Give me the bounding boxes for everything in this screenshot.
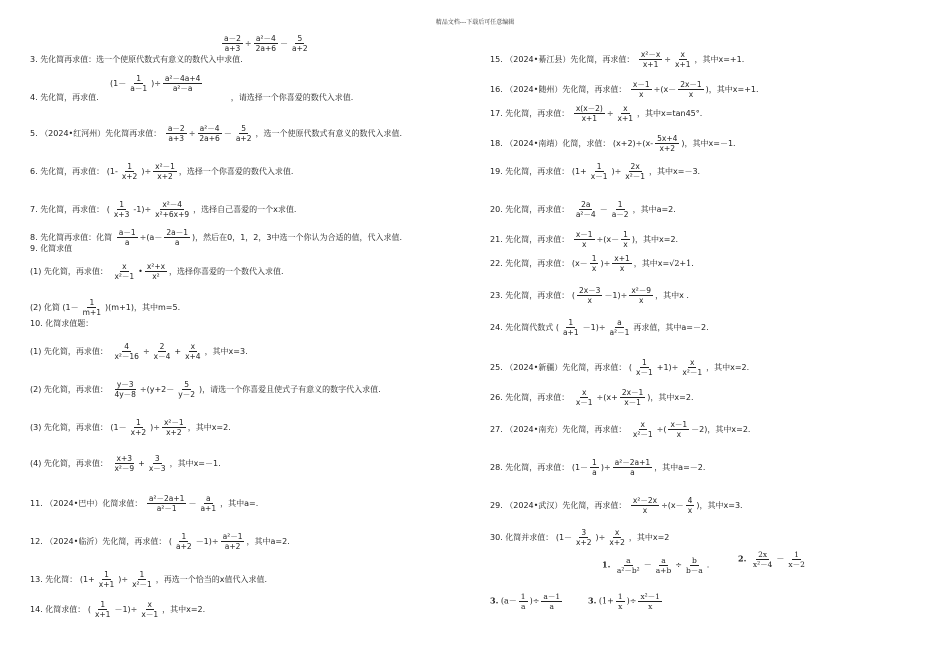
q20-text: 20. 先化简，再求值： $\frac{2a}{\text{a²－4}}$ － $\frac{1}{a-2}$ ，其中a=2.	[490, 200, 676, 219]
q26-text: 26. 先化简，再求值： $\frac{x}{x-1}$ ÷(x+ $\frac{2x-1}{x-1}$ )，其中x=2.	[490, 388, 694, 407]
q10-1-text: (1) 先化简，再求值： $\frac{4}{\text{x²－16}}$ ÷ $\frac{2}{x-4}$ + $\frac{x}{x+4}$ ，其中x=3.	[30, 342, 248, 361]
page-header: 精品文档---下载后可任意编辑	[435, 19, 515, 26]
q3-expression: $\frac{a-2}{a+3}$ ÷ $\frac{\text{a²－4}}{2a+6}$ － $\frac{5}{a+2}$	[224, 34, 308, 53]
q21-text: 21. 先化简，再求值： $\frac{x-1}{x}$ ÷(x－ $\frac{1}{x}$ )，其中x=2.	[490, 230, 679, 249]
q27-text: 27. （2024•南充）先化简，再求值： $\frac{x}{\text{x²－1}}$ ÷( $\frac{x-1}{x}$ －2)，其中x=2.	[490, 420, 751, 439]
q10-text: 10. 化简求值题：	[30, 319, 94, 328]
q10-3-text: (3) 先化简，再求值： (1－ $\frac{1}{x+2}$ )÷ $\frac{\text{x²－1}}{x+2}$ ，其中x=2.	[30, 418, 231, 437]
q29-text: 29. （2024•武汉）先化简，再求值： $\frac{\text{x²－2x}}{x}$ ÷(x－ $\frac{4}{x}$ )，其中x=3.	[490, 496, 743, 515]
q9-2-text: (2) 化简 (1－ $\frac{1}{m+1}$ )(m+1)，其中m=5.	[30, 298, 181, 317]
extra-expression-3a: 3. (a－ $\frac{1}{a}$ )÷ $\frac{a-1}{a}$	[490, 592, 561, 611]
q14-text: 14. 化简求值： ( $\frac{1}{x+1}$ －1)÷ $\frac{x}{x-1}$ ，其中x=2.	[30, 600, 206, 619]
q28-text: 28. 先化简，再求值： (1－ $\frac{1}{a}$ )÷ $\frac{\text{a²－2a+1}}{a}$ ，其中a=－2.	[490, 458, 706, 477]
q22-text: 22. 先化简，再求值： (x－ $\frac{1}{x}$ )÷ $\frac{x+1}{x}$ ，其中x=√2+1.	[490, 254, 694, 273]
q15-text: 15. （2024•綦江县）先化简，再求值： $\frac{\text{x²－x}}{x+1}$ ÷ $\frac{x}{x+1}$ ，其中x=+1.	[490, 50, 745, 69]
q9-1-text: (1) 先化简，再求值： $\frac{x}{\text{x²－1}}$ • $\frac{\text{x²+x}}{\text{x²}}$ ，选择你喜爱的一个数代入求值.	[30, 262, 284, 281]
extra-expression-3b: 3. (1+ $\frac{1}{x}$ )÷ $\frac{\text{x²－1}}{x}$	[588, 592, 660, 611]
extra-expression-1: 1. $\frac{a}{\text{a²－b²}}$ － $\frac{a}{a+b}$ ÷ $\frac{b}{b-a}$ .	[602, 556, 710, 575]
q12-text: 12. （2024•临沂）先化简，再求值： ( $\frac{1}{a+2}$ －1)÷ $\frac{\text{a²－1}}{a+2}$ ，其中a=2.	[30, 532, 290, 551]
q6-text: 6. 先化简，再求值： (1- $\frac{1}{x+2}$ )÷ $\frac{\text{x²－1}}{x+2}$ ，选择一个你喜爱的数代入求值.	[30, 162, 294, 181]
q9-text: 9. 化简求值	[30, 244, 73, 253]
q16-text: 16. （2024•随州）先化简，再求值： $\frac{x-1}{x}$ ÷(x－ $\frac{2x-1}{x}$ )，其中x=+1.	[490, 80, 759, 99]
q7-text: 7. 先化简，再求值： ( $\frac{1}{x+3}$ -1)÷ $\frac{\text{x²－4}}{\text{x²+6x+9}}$ ，选择自己喜爱的一个x求值.	[30, 200, 297, 219]
q17-text: 17. 先化简，再求值： $\frac{x(x-2)}{x+1}$ ÷ $\frac{x}{x+1}$ ，其中x=tan45°.	[490, 104, 703, 123]
q23-text: 23. 先化简，再求值： ( $\frac{2x-3}{x}$ －1)÷ $\frac{\text{x²－9}}{x}$ ，其中x .	[490, 286, 689, 305]
q25-text: 25. （2024•新疆）先化简，再求值： ( $\frac{1}{x-1}$ +1)÷ $\frac{x}{\text{x²－1}}$ ，其中x=2.	[490, 358, 750, 377]
q10-2-text: (2) 先化简，再求值： $\frac{y-3}{4y-8}$ ÷(y+2－ $\frac{5}{y-2}$ )，请选一个你喜爱且使式子有意义的数字代入求值.	[30, 380, 381, 399]
q11-text: 11. （2024•巴中）化简求值： $\frac{\text{a²－2a+1}}{\text{a²－1}}$ － $\frac{a}{a+1}$ ，其中a=.	[30, 494, 259, 513]
q8-text: 8. 先化简再求值：化简 $\frac{a-1}{a}$ ÷(a－ $\frac{2a-1}{a}$ )，然后在0，1，2，3中选一个你认为合适的值，代入求值.	[30, 228, 403, 247]
q19-text: 19. 先化简，再求值： (1+ $\frac{1}{x-1}$ )÷ $\frac{2x}{\text{x²－1}}$ ，其中x=－3.	[490, 162, 701, 181]
q18-text: 18. （2024•南靖）化简，求值： (x+2)÷(x- $\frac{5x+4}{x+2}$ )，其中x=－1.	[490, 134, 736, 153]
q4-expression: (1－ $\frac{1}{a-1}$ )÷ $\frac{\text{a²－4a+4}}{\text{a²－a}}$	[110, 74, 201, 93]
q24-text: 24. 先化简代数式 ( $\frac{1}{a+1}$ －1)÷ $\frac{a}{\text{a²－1}}$ 再求值，其中a=－2.	[490, 318, 709, 337]
q4-text: 4. 先化简，再求值. ，请选择一个你喜爱的数代入求值.	[30, 93, 354, 102]
q10-4-text: (4) 先化简，再求值： $\frac{x+3}{\text{x²－9}}$ + $\frac{3}{x-3}$ ，其中x=－1.	[30, 454, 221, 473]
q3-text: 3. 先化简再求值：选一个使原代数式有意义的数代入中求值.	[30, 55, 243, 64]
q30-text: 30. 化简并求值： (1－ $\frac{3}{x+2}$ )÷ $\frac{x}{x+2}$ ，其中x=2	[490, 528, 670, 547]
q5-text: 5. （2024•红河州）先化简再求值： $\frac{a-2}{a+3}$ ÷ $\frac{\text{a²－4}}{2a+6}$ － $\frac{5}{a+2}$ ，选一个使原代数式有意义的数代入求值.	[30, 124, 403, 143]
extra-expression-2: 2. $\frac{2x}{\text{x²－4}}$ － $\frac{1}{x-2}$	[738, 550, 805, 569]
q13-text: 13. 先化简： (1+ $\frac{1}{x+1}$ )÷ $\frac{1}{\text{x²－1}}$ ，再选一个恰当的x值代入求值.	[30, 570, 268, 589]
